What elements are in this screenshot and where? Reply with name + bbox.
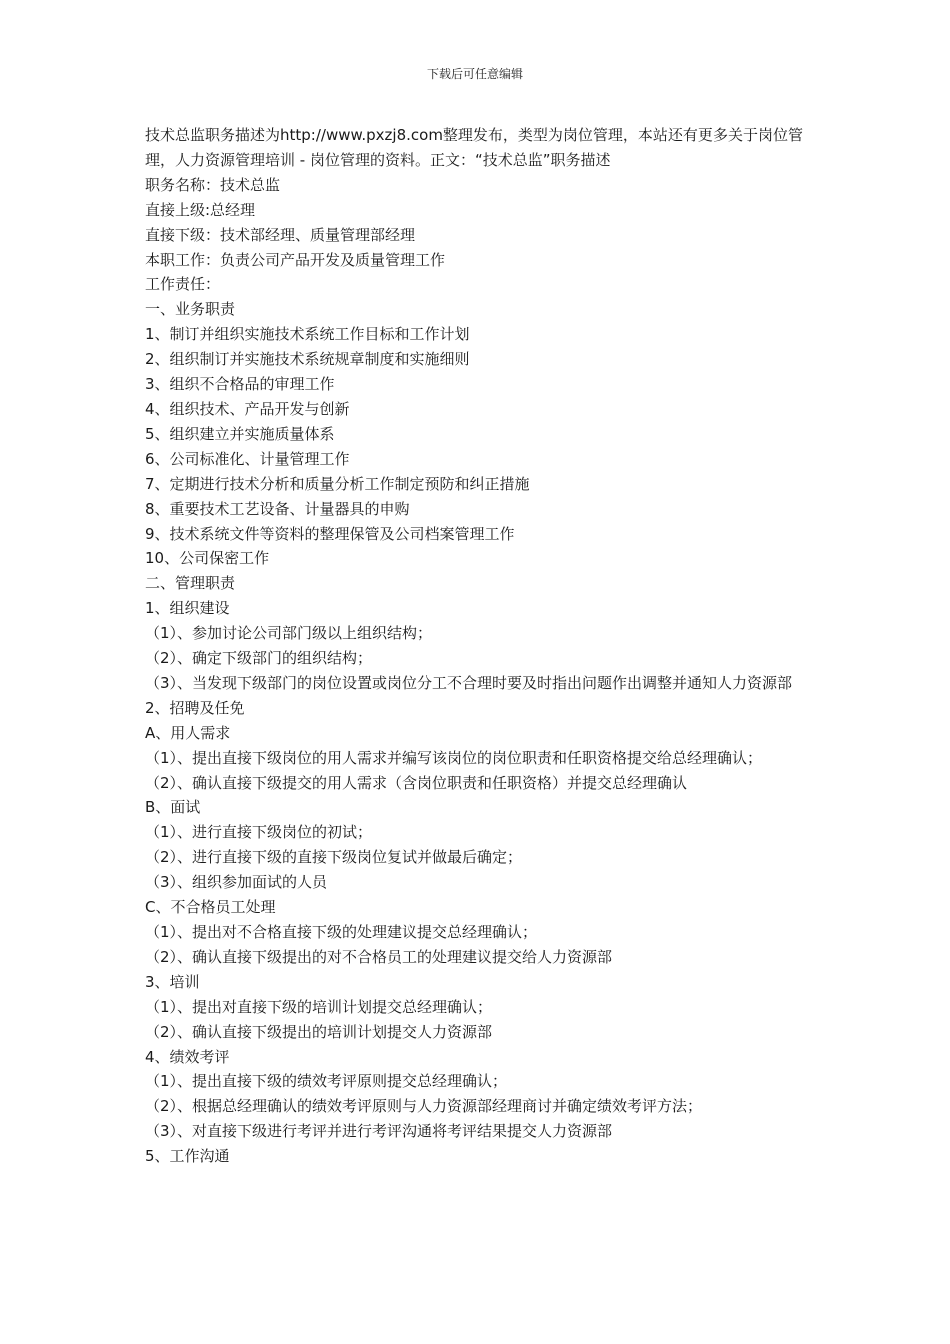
list-item: （2）、进行直接下级的直接下级岗位复试并做最后确定； (145, 848, 523, 867)
list-item: （1）、提出对不合格直接下级的处理建议提交总经理确认； (145, 923, 538, 941)
direct-superior-line: 直接上级:总经理 (145, 200, 256, 219)
subsection-heading: 2、招聘及任免 (145, 698, 245, 717)
subsection-heading: 5、工作沟通 (145, 1147, 230, 1166)
list-item: 5、组织建立并实施质量体系 (145, 424, 335, 443)
responsibilities-heading: 工作责任： (145, 275, 221, 294)
list-item: 10、公司保密工作 (145, 549, 270, 568)
subsection-heading: B、面试 (145, 798, 201, 817)
list-item: （1）、提出直接下级的绩效考评原则提交总经理确认； (145, 1072, 508, 1091)
list-item: （3）、当发现下级部门的岗位设置或岗位分工不合理时要及时指出问题作出调整并通知人力资源部 (145, 673, 793, 692)
list-item: （3）、组织参加面试的人员 (145, 873, 328, 892)
section-heading-management: 二、管理职责 (145, 574, 236, 593)
main-duty-line: 本职工作：负责公司产品开发及质量管理工作 (145, 250, 446, 269)
list-item: 9、技术系统文件等资料的整理保管及公司档案管理工作 (145, 524, 515, 543)
list-item: （2）、确认直接下级提出的对不合格员工的处理建议提交给人力资源部 (145, 947, 613, 966)
list-item: （1）、提出对直接下级的培训计划提交总经理确认； (145, 997, 493, 1016)
subsection-heading: 1、组织建设 (145, 599, 230, 618)
document-body (145, 123, 810, 1169)
intro-paragraph: 技术总监职务描述为http://www.pxzj8.com整理发布，类型为岗位管理，本站还有更多关于岗位管理，人力资源管理培训 - 岗位管理的资料。正文：“技术总监”职务描述 (145, 126, 803, 169)
list-item: 2、组织制订并实施技术系统规章制度和实施细则 (145, 350, 470, 369)
list-item: （2）、根据总经理确认的绩效考评原则与人力资源部经理商讨并确定绩效考评方法； (145, 1097, 703, 1116)
job-title-line: 职务名称：技术总监 (145, 175, 281, 194)
list-item: （2）、确定下级部门的组织结构； (145, 649, 373, 668)
subsection-heading: 3、培训 (145, 972, 200, 991)
subsection-heading: C、不合格员工处理 (145, 898, 276, 917)
list-item: 1、制订并组织实施技术系统工作目标和工作计划 (145, 325, 470, 344)
list-item: 4、组织技术、产品开发与创新 (145, 399, 350, 418)
download-note: 下载后可任意编辑 (426, 67, 523, 81)
list-item: （2）、确认直接下级提交的用人需求（含岗位职责和任职资格）并提交总经理确认 (145, 773, 688, 792)
list-item: （3）、对直接下级进行考评并进行考评沟通将考评结果提交人力资源部 (145, 1122, 613, 1141)
subsection-heading: A、用人需求 (145, 723, 231, 742)
subsection-heading: 4、绩效考评 (145, 1047, 230, 1066)
list-item: 3、组织不合格品的审理工作 (145, 375, 335, 394)
direct-subordinate-line: 直接下级：技术部经理、质量管理部经理 (145, 225, 416, 244)
list-item: （1）、参加讨论公司部门级以上组织结构； (145, 624, 433, 643)
section-heading-business: 一、业务职责 (145, 300, 236, 319)
list-item: （1）、进行直接下级岗位的初试； (145, 823, 373, 842)
list-item: 7、定期进行技术分析和质量分析工作制定预防和纠正措施 (145, 474, 530, 493)
list-item: （2）、确认直接下级提出的培训计划提交人力资源部 (145, 1022, 493, 1041)
list-item: 8、重要技术工艺设备、计量器具的申购 (145, 499, 410, 518)
list-item: 6、公司标准化、计量管理工作 (145, 449, 350, 468)
list-item: （1）、提出直接下级岗位的用人需求并编写该岗位的岗位职责和任职资格提交给总经理确认； (145, 748, 763, 767)
